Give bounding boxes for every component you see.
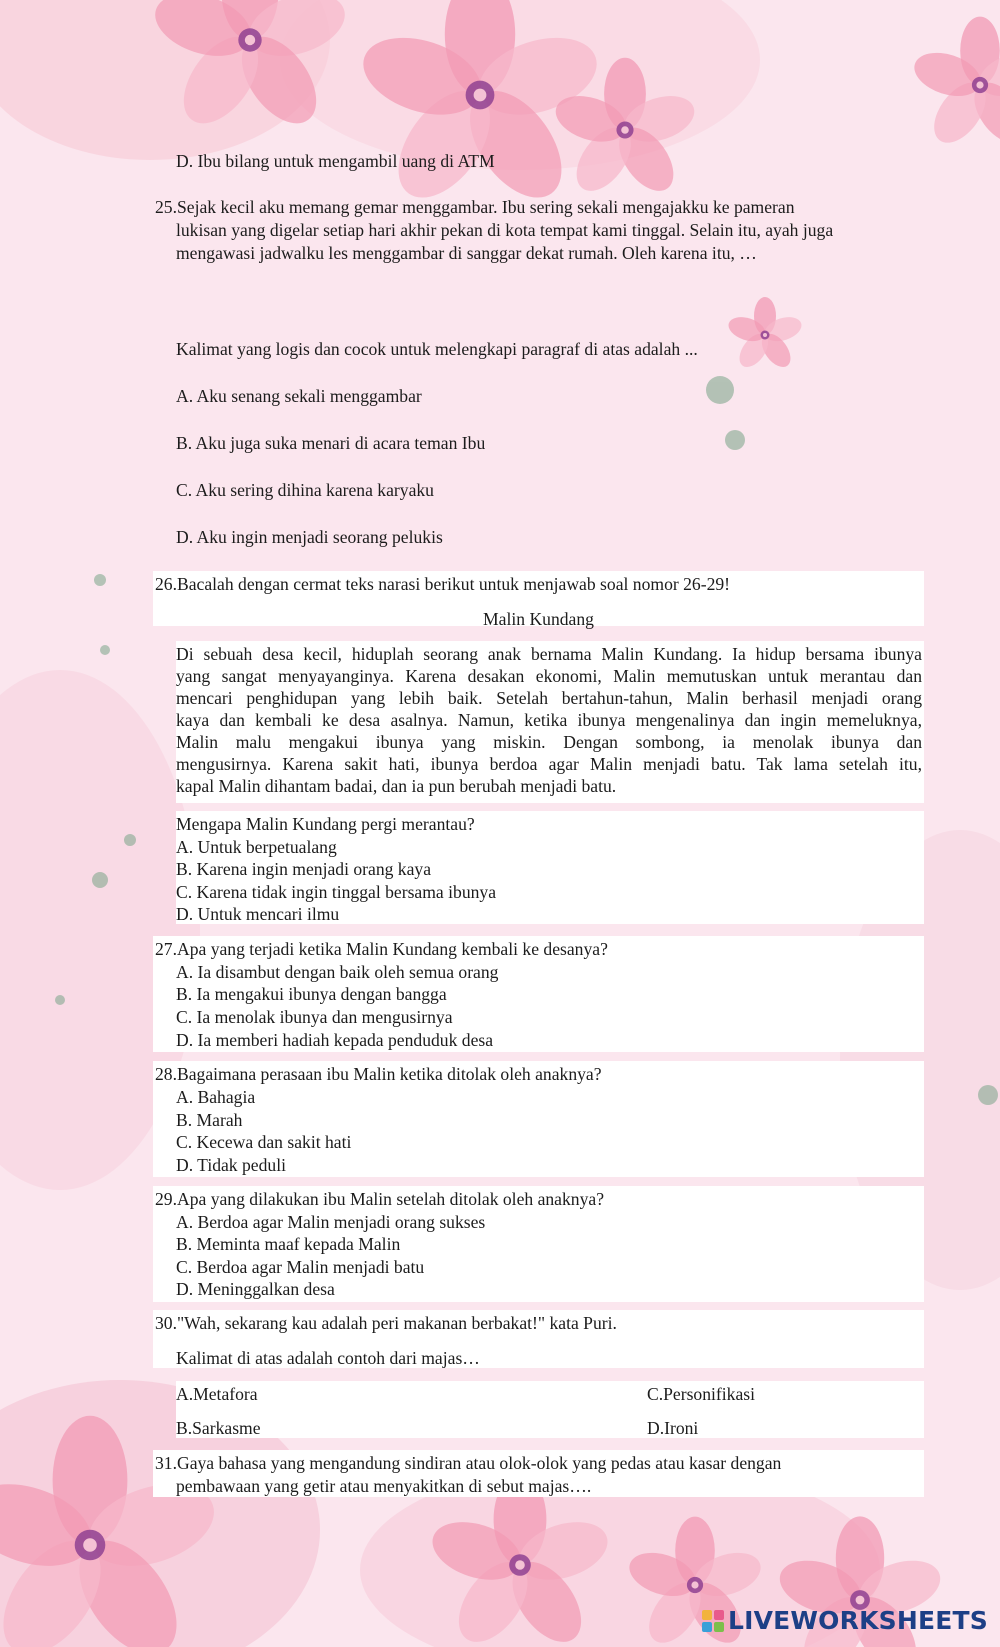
q29-option-b[interactable]: B. Meminta maaf kepada Malin [176, 1234, 401, 1254]
story-line-6: mengusirnya. Karena sakit hati, ibunya berdoa agar Malin menjadi batu. Tak lama setelah itu, [176, 754, 922, 774]
q27-question: 27.Apa yang terjadi ketika Malin Kundang kembali ke desanya? [155, 939, 608, 959]
q24-option-d: D. Ibu bilang untuk mengambil uang di ATM [176, 151, 495, 171]
q27-option-d[interactable]: D. Ia memberi hadiah kepada penduduk desa [176, 1030, 494, 1050]
q25-option-d[interactable]: D. Aku ingin menjadi seorang pelukis [176, 527, 443, 547]
q27-option-b[interactable]: B. Ia mengakui ibunya dengan bangga [176, 984, 447, 1004]
q25-line-2: lukisan yang digelar setiap hari akhir pekan di kota tempat kami tinggal. Selain itu, ayah juga [176, 220, 834, 240]
q28-option-b[interactable]: B. Marah [176, 1110, 243, 1130]
story-line-5: Malin malu mengakui ibunya yang miskin. Dengan sombong, ia menolak ibunya dan [176, 732, 922, 752]
brand-name: LIVEWORKSHEETS [727, 1606, 988, 1635]
story-line-4: kaya dan kembali ke desa asalnya. Namun, ketika ibunya mengenalinya dan ingin memeluknya, [176, 710, 922, 730]
q28-option-c[interactable]: C. Kecewa dan sakit hati [176, 1132, 352, 1152]
story-title: Malin Kundang [483, 609, 594, 629]
q25-option-c[interactable]: C. Aku sering dihina karena karyaku [176, 480, 434, 500]
q27-option-c[interactable]: C. Ia menolak ibunya dan mengusirnya [176, 1007, 453, 1027]
q29-question: 29.Apa yang dilakukan ibu Malin setelah ditolak oleh anaknya? [155, 1189, 605, 1209]
q27-option-a[interactable]: A. Ia disambut dengan baik oleh semua orang [176, 962, 499, 982]
q30-options-box [176, 1381, 924, 1438]
q31-line-1: 31.Gaya bahasa yang mengandung sindiran atau olok-olok yang pedas atau kasar dengan [155, 1453, 782, 1473]
q28-option-a[interactable]: A. Bahagia [176, 1087, 256, 1107]
q25-option-a[interactable]: A. Aku senang sekali menggambar [176, 386, 422, 406]
q25-line-3: mengawasi jadwalku les menggambar di sanggar dekat rumah. Oleh karena itu, … [176, 243, 757, 263]
q26-option-a[interactable]: A. Untuk berpetualang [176, 837, 337, 857]
q30-option-b[interactable]: B.Sarkasme [176, 1418, 261, 1438]
q26-option-d[interactable]: D. Untuk mencari ilmu [176, 904, 340, 924]
q30-option-d[interactable]: D.Ironi [647, 1418, 699, 1438]
q29-option-a[interactable]: A. Berdoa agar Malin menjadi orang sukses [176, 1212, 486, 1232]
q28-option-d[interactable]: D. Tidak peduli [176, 1155, 286, 1175]
q25-line-1: 25.Sejak kecil aku memang gemar menggambar. Ibu sering sekali mengajakku ke pameran [155, 197, 795, 217]
story-line-2: yang sangat menyayanginya. Karena desakan ekonomi, Malin memutuskan untuk merantau dan [176, 666, 922, 686]
q29-option-c[interactable]: C. Berdoa agar Malin menjadi batu [176, 1257, 425, 1277]
story-line-3: mencari penghidupan yang lebih baik. Setelah bertahun-tahun, Malin berhasil menjadi orang [176, 688, 922, 708]
q25-option-b[interactable]: B. Aku juga suka menari di acara teman Ibu [176, 433, 486, 453]
story-line-1: Di sebuah desa kecil, hiduplah seorang anak bernama Malin Kundang. Ia hidup bersama ibunya [176, 644, 922, 664]
q26-intro: 26.Bacalah dengan cermat teks narasi berikut untuk menjawab soal nomor 26-29! [155, 574, 731, 594]
q30-prompt: Kalimat di atas adalah contoh dari majas… [176, 1348, 480, 1368]
q30-option-a[interactable]: A.Metafora [176, 1384, 258, 1404]
q26-option-c[interactable]: C. Karena tidak ingin tinggal bersama ibunya [176, 882, 497, 902]
story-line-7: kapal Malin dihantam badai, dan ia pun berubah menjadi batu. [176, 776, 617, 796]
q25-prompt: Kalimat yang logis dan cocok untuk melengkapi paragraf di atas adalah ... [176, 339, 698, 359]
q30-question: 30."Wah, sekarang kau adalah peri makanan berbakat!" kata Puri. [155, 1313, 617, 1333]
liveworksheets-grid-icon [702, 1610, 724, 1632]
q29-option-d[interactable]: D. Meninggalkan desa [176, 1279, 335, 1299]
q28-question: 28.Bagaimana perasaan ibu Malin ketika ditolak oleh anaknya? [155, 1064, 602, 1084]
liveworksheets-logo [702, 1606, 988, 1635]
q26-option-b[interactable]: B. Karena ingin menjadi orang kaya [176, 859, 432, 879]
story-text [176, 643, 922, 797]
q30-option-c[interactable]: C.Personifikasi [647, 1384, 756, 1404]
q31-line-2: pembawaan yang getir atau menyakitkan di sebut majas…. [176, 1476, 592, 1496]
q26-question: Mengapa Malin Kundang pergi merantau? [176, 814, 475, 834]
